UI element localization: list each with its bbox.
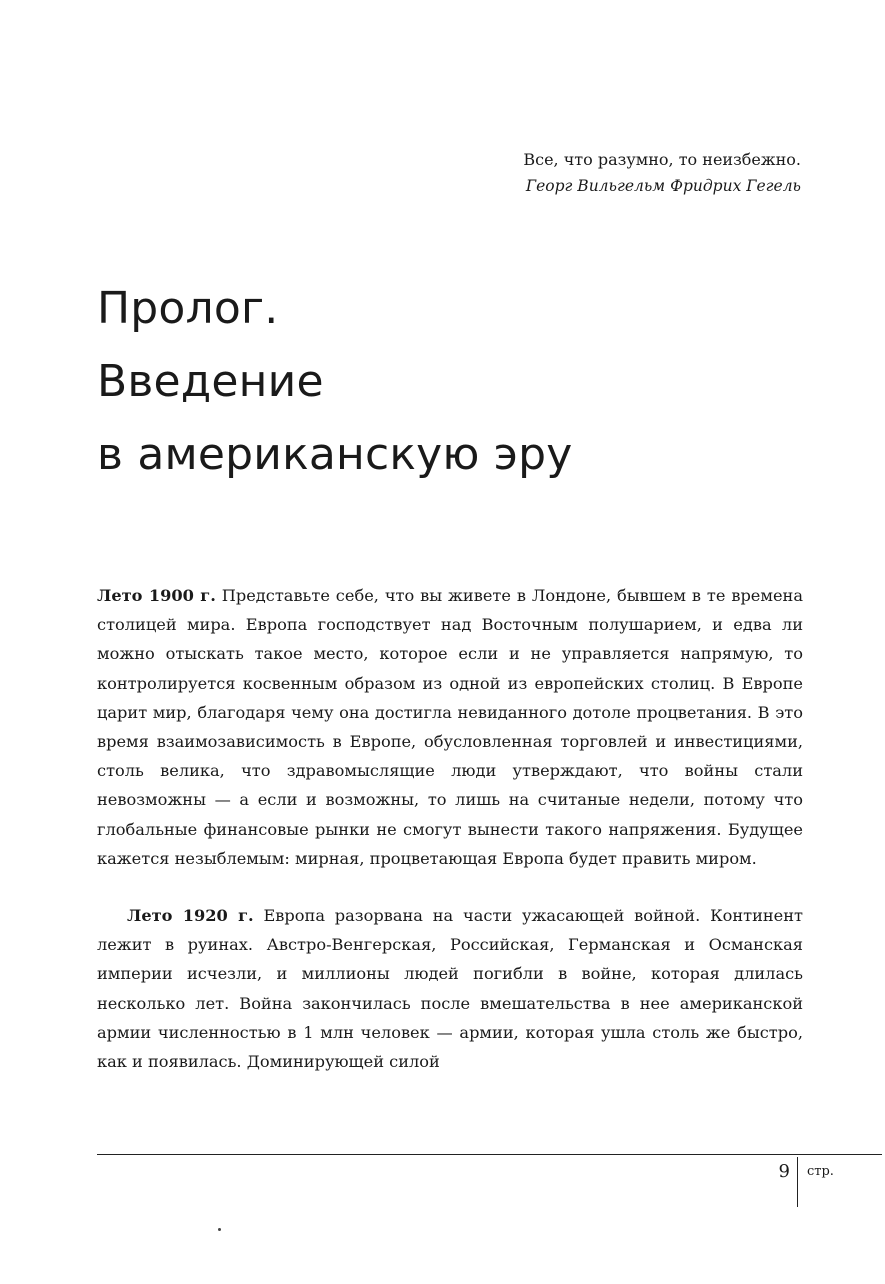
paragraph-lead: Лето 1900 г. — [97, 586, 216, 605]
chapter-title-line: Пролог. — [97, 283, 279, 334]
body-text — [97, 581, 803, 1076]
paragraph-text: Европа разорвана на части ужасающей войной. Континент лежит в руинах. Австро-Венгерская, Российская, Германская и Османская империи исчезли, и миллионы людей погибли в войне, которая длилась несколько лет. Война закончилась после вмешательства в нее американской армии численностью в 1 млн человек — армии, которая ушла столь же быстро, как и появилась. Доминирующей силой — [97, 906, 803, 1072]
paragraph-lead: Лето 1920 г. — [127, 906, 254, 926]
chapter-title-line: Введение — [97, 356, 324, 407]
scan-speck — [218, 1228, 221, 1231]
footer-rule — [97, 1154, 882, 1155]
epigraph-quote: Все, что разумно, то неизбежно. — [523, 150, 801, 169]
chapter-title — [97, 272, 817, 491]
epigraph — [241, 146, 801, 200]
epigraph-author: Георг Вильгельм Фридрих Гегель — [525, 177, 801, 195]
page-label: стр. — [807, 1164, 834, 1179]
chapter-title-line: в американскую эру — [97, 429, 573, 480]
paragraph — [97, 581, 803, 873]
paragraph-text: Представьте себе, что вы живете в Лондоне, бывшем в те времена столицей мира. Европа господствует над Восточным полушарием, и едва ли можно отыскать такое место, которое если и не управляется напрямую, то контролируется косвенным образом из одной из европейских столиц. В Европе царит мир, благодаря чему она достигла невиданного дотоле процветания. В это время взаимозависимость в Европе, обусловленная торговлей и инвестициями, столь велика, что здравомыслящие люди утверждают, что войны стали невозможны — а если и возможны, то лишь на считаные недели, потому что глобальные финансовые рынки не смогут вынести такого напряжения. Будущее кажется незыблемым: мирная, процветающая Европа будет править миром. — [97, 586, 803, 868]
page-number: 9 — [778, 1161, 790, 1182]
page-number-divider — [797, 1157, 798, 1207]
paragraph — [97, 901, 803, 1076]
